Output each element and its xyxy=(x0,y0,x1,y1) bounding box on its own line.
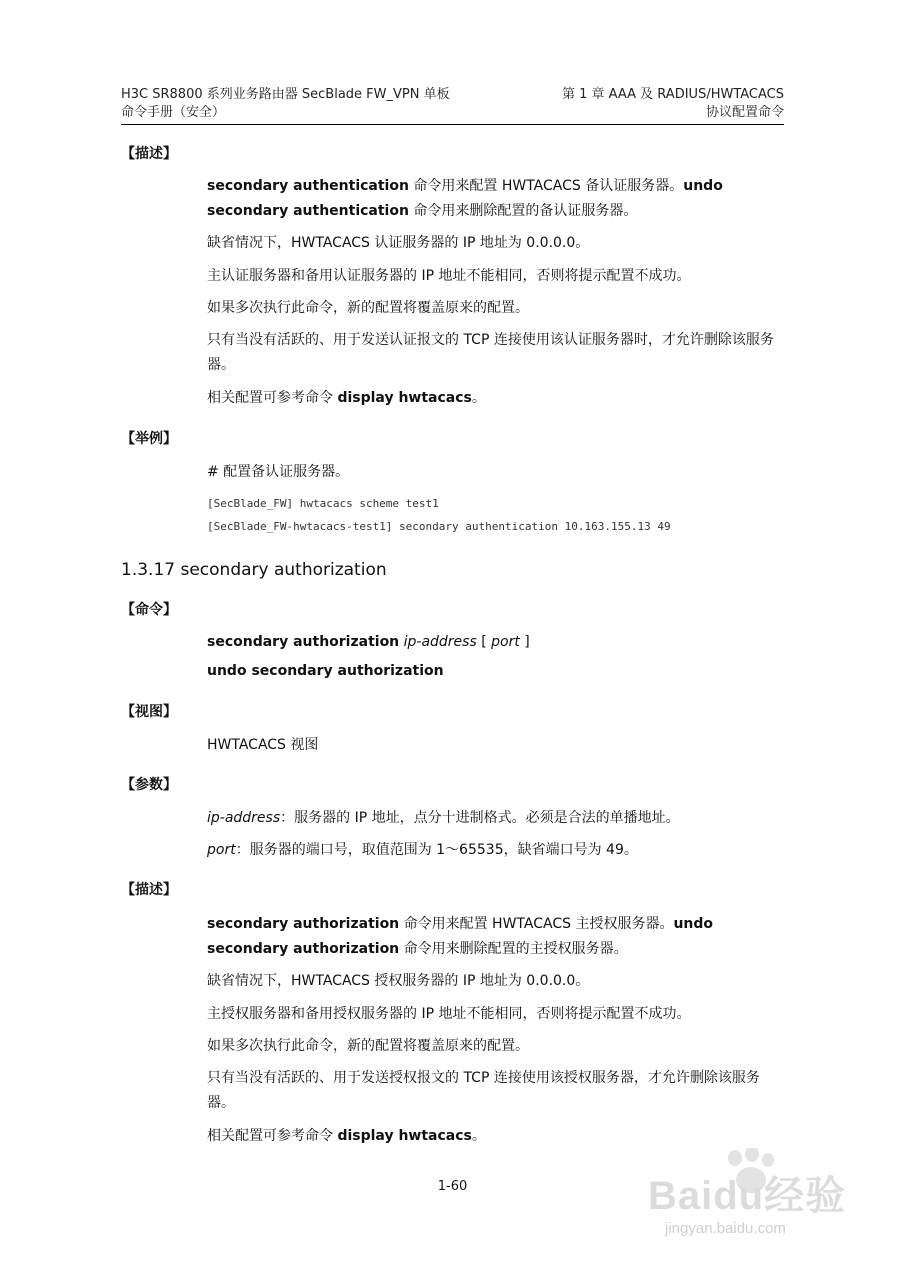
header-manual-name: 命令手册（安全） xyxy=(121,105,226,120)
paragraph-description-2: secondary authorization 命令用来配置 HWTACACS 主授权服务器。undo secondary authorization 命令用来删除配置的主授权服务器。 xyxy=(207,916,714,957)
command-undo-syntax: undo secondary authorization xyxy=(207,663,444,679)
paragraph-delete-rule: 只有当没有活跃的、用于发送认证报文的 TCP 连接使用该认证服务器时，才允许删除该服务器。 xyxy=(207,332,774,373)
header-doc-title: H3C SR8800 系列业务路由器 SecBlade FW_VPN 单板 xyxy=(121,87,450,102)
paragraph-default-2: 缺省情况下，HWTACACS 授权服务器的 IP 地址为 0.0.0.0。 xyxy=(207,973,590,989)
paragraph-ip-rule: 主认证服务器和备用认证服务器的 IP 地址不能相同，否则将提示配置不成功。 xyxy=(207,268,691,284)
example-comment: # 配置备认证服务器。 xyxy=(207,464,350,480)
page-number: 1-60 xyxy=(437,1179,468,1194)
section-title-description-2: 【描述】 xyxy=(121,882,177,898)
paragraph-overwrite: 如果多次执行此命令，新的配置将覆盖原来的配置。 xyxy=(207,300,529,316)
section-heading: 1.3.17 secondary authorization xyxy=(121,560,387,580)
header-divider xyxy=(121,124,784,125)
header-chapter: 第 1 章 AAA 及 RADIUS/HWTACACS xyxy=(561,87,784,102)
section-title-example: 【举例】 xyxy=(121,431,177,447)
paragraph-delete-rule-2: 只有当没有活跃的、用于发送授权报文的 TCP 连接使用该授权服务器，才允许删除该服务器。 xyxy=(207,1070,760,1111)
paragraph-related-2: 相关配置可参考命令 display hwtacacs。 xyxy=(207,1128,486,1144)
paragraph-overwrite-2: 如果多次执行此命令，新的配置将覆盖原来的配置。 xyxy=(207,1038,529,1054)
watermark-url: jingyan.baidu.com xyxy=(665,1220,786,1237)
section-title-description: 【描述】 xyxy=(121,146,177,162)
paragraph-related: 相关配置可参考命令 display hwtacacs。 xyxy=(207,390,486,406)
watermark-brand: Baidu经验 xyxy=(648,1174,847,1218)
code-line-1: [SecBlade_FW] hwtacacs scheme test1 xyxy=(207,497,439,510)
paragraph-ip-rule-2: 主授权服务器和备用授权服务器的 IP 地址不能相同，否则将提示配置不成功。 xyxy=(207,1006,691,1022)
code-line-2: [SecBlade_FW-hwtacacs-test1] secondary authentication 10.163.155.13 49 xyxy=(207,520,671,533)
section-title-params: 【参数】 xyxy=(121,777,177,793)
header-chapter-sub: 协议配置命令 xyxy=(705,105,784,120)
view-text: HWTACACS 视图 xyxy=(207,737,319,753)
param-port: port：服务器的端口号，取值范围为 1～65535，缺省端口号为 49。 xyxy=(207,842,638,858)
section-title-view: 【视图】 xyxy=(121,704,177,720)
section-title-command: 【命令】 xyxy=(121,602,177,618)
baidu-watermark xyxy=(640,1140,860,1250)
paragraph-description-1: secondary authentication 命令用来配置 HWTACACS 备认证服务器。undo secondary authentication 命令用来删除配置的备认证服务器。 xyxy=(207,178,723,219)
paragraph-default: 缺省情况下，HWTACACS 认证服务器的 IP 地址为 0.0.0.0。 xyxy=(207,235,590,251)
command-syntax: secondary authorization ip-address [ port ] xyxy=(207,634,530,650)
param-ip-address: ip-address：服务器的 IP 地址，点分十进制格式。必须是合法的单播地址。 xyxy=(207,810,680,826)
